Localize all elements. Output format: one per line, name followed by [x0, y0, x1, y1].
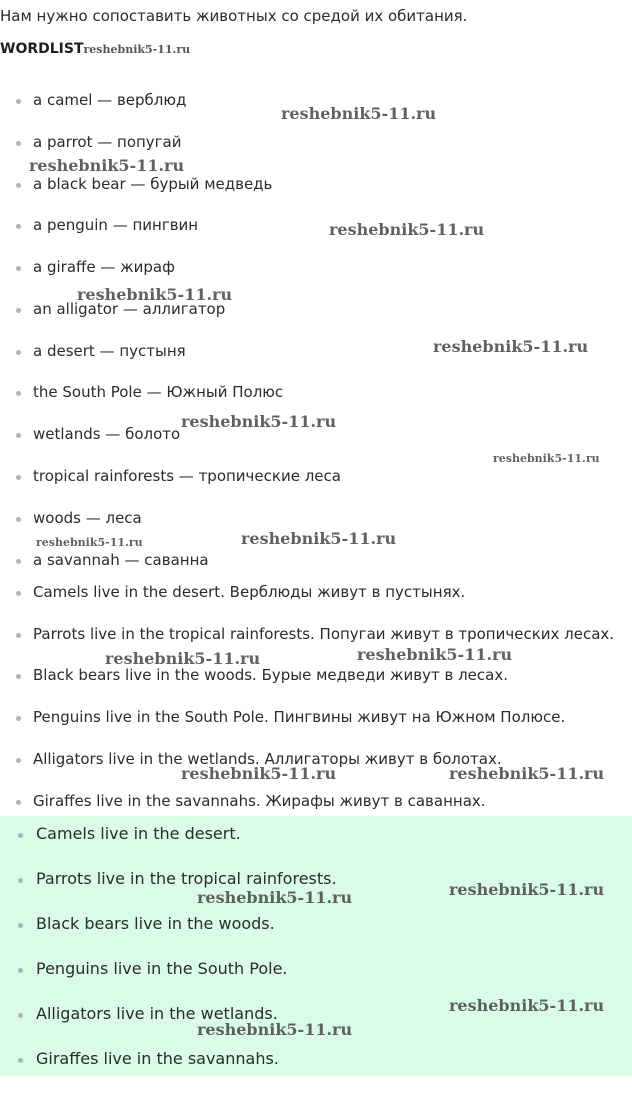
- bullet-icon: [16, 559, 21, 564]
- bullet-icon: [16, 308, 21, 313]
- bullet-icon: [16, 183, 21, 188]
- vocabulary-item: a desert — пустыня: [33, 342, 186, 360]
- vocabulary-item: a parrot — попугай: [33, 133, 182, 151]
- watermark: reshebnik5-11.ru: [241, 529, 397, 548]
- sentence-item: Alligators live in the wetlands. Аллигаторы живут в болотах.: [33, 750, 502, 768]
- vocabulary-item: an alligator — аллигатор: [33, 300, 226, 318]
- vocabulary-item: the South Pole — Южный Полюс: [33, 383, 284, 401]
- vocabulary-item: tropical rainforests — тропические леса: [33, 467, 341, 485]
- answer-item: Camels live in the desert.: [36, 824, 241, 843]
- bullet-icon: [16, 391, 21, 396]
- watermark: reshebnik5-11.ru: [181, 412, 337, 431]
- sentence-item: Parrots live in the tropical rainforests. Попугаи живут в тропических лесах.: [33, 625, 615, 643]
- vocabulary-item: wetlands — болото: [33, 425, 181, 443]
- bullet-icon: [18, 968, 23, 973]
- bullet-icon: [16, 141, 21, 146]
- watermark: reshebnik5-11.ru: [281, 104, 437, 123]
- answer-item: Parrots live in the tropical rainforests.: [36, 869, 337, 888]
- bullet-icon: [16, 475, 21, 480]
- wordlist-watermark: reshebnik5-11.ru: [83, 43, 191, 56]
- watermark: reshebnik5-11.ru: [357, 645, 513, 664]
- bullet-icon: [16, 800, 21, 805]
- intro-text: Нам нужно сопоставить животных со средой их обитания.: [0, 7, 468, 25]
- bullet-icon: [16, 674, 21, 679]
- sentence-item: Black bears live in the woods. Бурые медведи живут в лесах.: [33, 666, 508, 684]
- watermark: reshebnik5-11.ru: [105, 649, 261, 668]
- watermark: reshebnik5-11.ru: [449, 996, 605, 1015]
- bullet-icon: [18, 878, 23, 883]
- vocabulary-item: a savannah — саванна: [33, 551, 209, 569]
- bullet-icon: [18, 833, 23, 838]
- bullet-icon: [16, 99, 21, 104]
- watermark: reshebnik5-11.ru: [493, 452, 600, 465]
- bullet-icon: [18, 1058, 23, 1063]
- vocabulary-item: a black bear — бурый медведь: [33, 175, 273, 193]
- wordlist-title: WORDLIST: [0, 41, 84, 57]
- bullet-icon: [16, 266, 21, 271]
- watermark: reshebnik5-11.ru: [197, 1020, 353, 1039]
- wordlist-heading: [0, 39, 190, 60]
- watermark: reshebnik5-11.ru: [29, 156, 185, 175]
- answer-item: Alligators live in the wetlands.: [36, 1004, 278, 1023]
- watermark: reshebnik5-11.ru: [77, 285, 233, 304]
- watermark: reshebnik5-11.ru: [181, 764, 337, 783]
- watermark: reshebnik5-11.ru: [329, 220, 485, 239]
- watermark: reshebnik5-11.ru: [197, 888, 353, 907]
- answer-item: Penguins live in the South Pole.: [36, 959, 288, 978]
- sentence-item: Giraffes live in the savannahs. Жирафы живут в саваннах.: [33, 792, 486, 810]
- vocabulary-item: a giraffe — жираф: [33, 258, 175, 276]
- watermark: reshebnik5-11.ru: [449, 880, 605, 899]
- bullet-icon: [16, 633, 21, 638]
- bullet-icon: [16, 517, 21, 522]
- watermark: reshebnik5-11.ru: [449, 764, 605, 783]
- bullet-icon: [16, 591, 21, 596]
- sentence-item: Camels live in the desert. Верблюды живут в пустынях.: [33, 583, 466, 601]
- answer-item: Black bears live in the woods.: [36, 914, 275, 933]
- bullet-icon: [16, 758, 21, 763]
- bullet-icon: [18, 1013, 23, 1018]
- vocabulary-item: woods — леса: [33, 509, 142, 527]
- sentence-item: Penguins live in the South Pole. Пингвины живут на Южном Полюсе.: [33, 708, 566, 726]
- bullet-icon: [16, 350, 21, 355]
- answer-item: Giraffes live in the savannahs.: [36, 1049, 279, 1068]
- bullet-icon: [18, 923, 23, 928]
- bullet-icon: [16, 224, 21, 229]
- vocabulary-item: a penguin — пингвин: [33, 216, 199, 234]
- vocabulary-item: a camel — верблюд: [33, 91, 187, 109]
- watermark: reshebnik5-11.ru: [433, 337, 589, 356]
- bullet-icon: [16, 716, 21, 721]
- watermark: reshebnik5-11.ru: [36, 536, 143, 549]
- bullet-icon: [16, 433, 21, 438]
